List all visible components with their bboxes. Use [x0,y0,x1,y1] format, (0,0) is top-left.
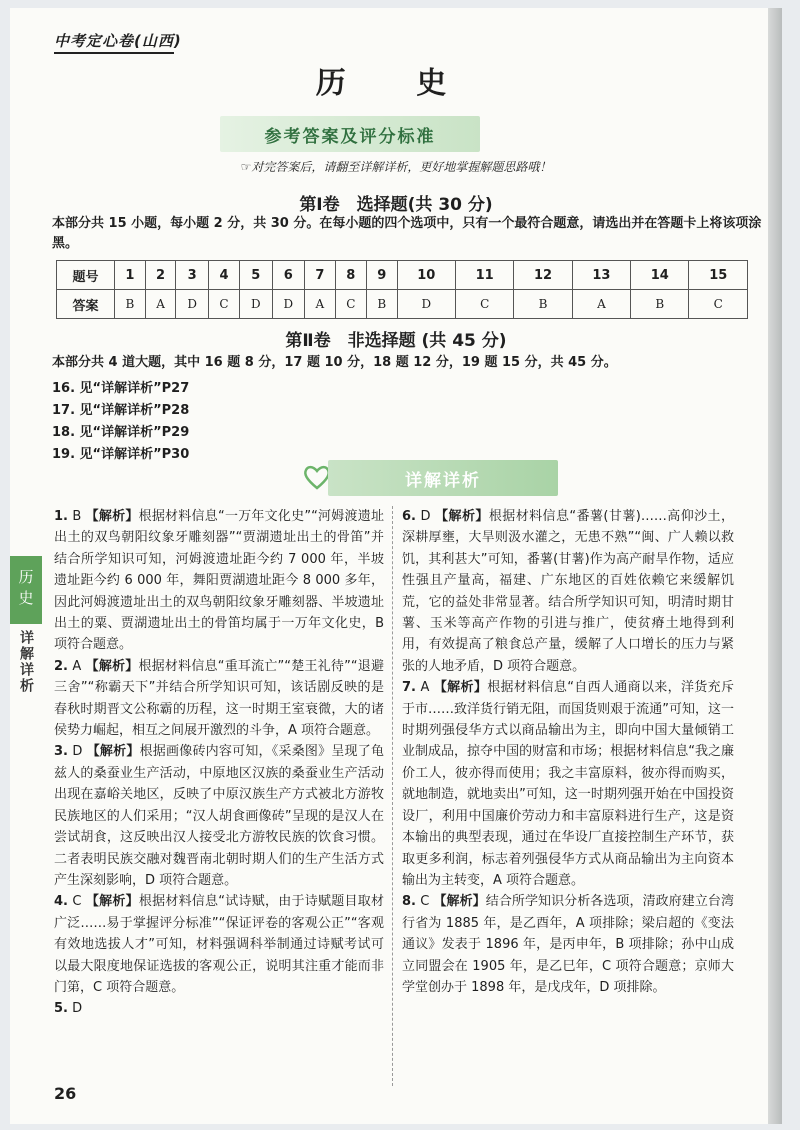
explanation-item [402,891,734,998]
answer-cell: B [366,290,397,319]
question-number: 8 [335,261,366,290]
item-answer: D [420,509,431,524]
answer-cell: B [514,290,572,319]
answer-cell: D [240,290,272,319]
item-number: 1. [54,509,68,524]
answer-page [10,8,782,1124]
explanation-item [54,656,384,742]
question-number: 3 [176,261,208,290]
question-number: 2 [145,261,176,290]
item-tag: 【解析】 [435,509,489,524]
item-number: 4. [54,894,68,910]
question-number: 4 [208,261,239,290]
explanation-item [54,506,384,656]
explanations-left-column [54,506,384,1020]
item-number: 2. [54,658,68,674]
item-number: 5. [54,1001,68,1017]
item-number: 8. [402,894,416,910]
answer-cell: A [305,290,336,319]
item-answer: D [72,744,83,760]
answer-cell: C [335,290,366,319]
section1-instruction: 本部分共 15 小题，每小题 2 分，共 30 分。在每小题的四个选项中，只有一个最符合题意，请选出并在答题卡上将该项涂黑。 [52,216,762,251]
question-number: 7 [305,261,336,290]
list-item: 17. 见“详解详析”P28 [52,403,190,418]
question-number: 5 [240,261,272,290]
page-title: 历 史 [315,66,477,101]
answer-cell: A [145,290,176,319]
explanation-item [54,998,384,1019]
item-tag: 【解析】 [85,658,139,674]
question-number: 12 [514,261,572,290]
page-number: 26 [54,1084,77,1103]
item-tag: 【解析】 [86,744,140,760]
header-underline [54,52,174,54]
item-number: 7. [402,680,416,696]
item-answer: A [72,658,82,674]
item-number: 6. [402,509,416,524]
section1-title: 第Ⅰ卷 选择题(共 30 分) [299,195,493,215]
item-tag: 【解析】 [85,894,139,910]
row-label-number: 题号 [57,261,115,290]
question-number: 10 [397,261,455,290]
table-row-answers [57,290,748,319]
question-number: 13 [572,261,630,290]
subject-sidebar [10,556,42,694]
answer-cell: B [115,290,146,319]
answer-cell: C [455,290,513,319]
details-banner: 详解详析 [328,460,558,496]
item-answer: A [420,680,430,696]
page-edge [768,8,782,1124]
item-text: 根据材料信息“自西人通商以来，洋货充斥于市……致洋货行销无阻，而国货则艰于流通”可知，这一时期列强侵华方式以商品输出为主，即向中国大量倾销工业制成品，掠夺中国的财富和市场；根据材料信息“我之廉价工人，彼亦得而使用；我之丰富原料，彼亦得而购买，就地制造，就地卖出”可知，这一时期列强开始在中国投资设厂，利用中国廉价劳动力和丰富原料进行生产，这是资本输出的典型表现，通过在华设厂直接控制生产环节，获取更多利润，标志着列强侵华方式从商品输出为主向资本输出为主转变，A 项符合题意。 [402,680,734,888]
explanation-item [54,891,384,998]
row-label-answer: 答案 [57,290,115,319]
item-tag: 【解析】 [433,680,488,696]
section2-instruction: 本部分共 4 道大题，其中 16 题 8 分，17 题 10 分，18 题 12 分，19 题 15 分，共 45 分。 [52,355,617,370]
question-number: 1 [115,261,146,290]
item-answer: D [72,1001,83,1017]
answer-cell: C [689,290,748,319]
answer-cell: D [397,290,455,319]
answer-table [56,260,748,319]
question-number: 14 [631,261,689,290]
question-number: 11 [455,261,513,290]
question-number: 9 [366,261,397,290]
item-text: 根据材料信息“一万年文化史”“河姆渡遗址出土的双鸟朝阳纹象牙雕刻器”“贾湖遗址出土的骨笛”并结合所学知识可知，河姆渡遗址距今约 7 000 年，半坡遗址距今约 6 000 年，舞阳贾湖遗址距今 8 000 多年，因此河姆渡遗址出土的双鸟朝阳纹象牙雕刻器、半坡遗址出土的粟、贾湖遗址出土的骨笛均属于一万年文化史，B 项符合题意。 [54,509,384,653]
item-text: 根据材料信息“试诗赋，由于诗赋题目取材广泛……易于掌握评分标准”“保证评卷的客观公正”“客观有效地选拔人才”可知，材料强调科举制通过诗赋考试可以最大限度地保证选拔的客观公正，说明其注重才能而非门第，C 项符合题意。 [54,894,384,995]
question-number: 6 [272,261,304,290]
explanation-item [54,741,384,891]
item-answer: C [72,894,82,910]
answer-cell: C [208,290,239,319]
list-item: 19. 见“详解详析”P30 [52,447,190,462]
item-text: 根据材料信息“重耳流亡”“楚王礼待”“退避三舍”“称霸天下”并结合所学知识可知，该话剧反映的是春秋时期晋文公称霸的历程，这一时期王室衰微，大的诸侯势力崛起，相互之间展开激烈的斗争，A 项符合题意。 [54,658,384,739]
sidebar-label: 详解详析 [18,630,34,694]
book-header: 中考定心卷(山西) [54,32,182,50]
table-row-numbers [57,261,748,290]
column-divider [392,506,393,1086]
answer-cell: D [176,290,208,319]
explanation-item [402,506,734,677]
item-text: 根据画像砖内容可知，《采桑图》呈现了龟兹人的桑蚕业生产活动，中原地区汉族的桑蚕业生产活动出现在嘉峪关地区，反映了中原汉族生产方式被北方游牧民族地区的人们采用；“汉人胡食画像砖”呈现的是汉人在尝试胡食，这反映出汉人接受北方游牧民族的饮食习惯。二者表明民族交融对魏晋南北朝时期人们的生产生活方式产生深刻影响，D 项符合题意。 [54,744,384,888]
item-number: 3. [54,744,68,760]
answer-cell: A [572,290,630,319]
answer-cell: D [272,290,304,319]
reference-list [52,378,189,466]
item-answer: B [72,509,82,524]
item-text: 根据材料信息“番薯(甘薯)……高仰沙土，深耕厚壅，大旱则汲水灌之，无患不熟”“闽、广人赖以救饥，其利甚大”可知，番薯(甘薯)作为高产耐旱作物，适应性强且产量高，福建、广东地区的百姓依赖它来缓解饥荒，它的益处非常显著。结合所学知识可知，明清时期甘薯、玉米等高产作物的引进与推广，使贫瘠土地得到利用，有效提高了粮食总产量，缓解了人口增长的压力与紧张的人地矛盾，D 项符合题意。 [402,509,734,674]
explanation-item [402,677,734,891]
item-tag: 【解析】 [85,509,139,524]
item-answer: C [420,894,430,910]
question-number: 15 [689,261,748,290]
answer-cell: B [631,290,689,319]
explanations-right-column [402,506,734,998]
subject-tab: 历史 [10,556,42,624]
section2-title: 第Ⅱ卷 非选择题 (共 45 分) [285,331,507,351]
tip-text: ☞对完答案后，请翻至详解详析，更好地掌握解题思路哦！ [240,160,552,174]
item-tag: 【解析】 [433,894,486,910]
list-item: 18. 见“详解详析”P29 [52,425,190,440]
answers-banner: 参考答案及评分标准 [220,116,480,152]
item-text: 结合所学知识分析各选项，清政府建立台湾行省为 1885 年，是乙酉年，A 项排除；梁启超的《变法通议》发表于 1896 年，是丙申年，B 项排除；孙中山成立同盟会在 1905 年，是乙巳年，C 项符合题意；京师大学堂创办于 1898 年，是戊戌年，D 项排除。 [402,894,734,995]
list-item: 16. 见“详解详析”P27 [52,381,190,396]
